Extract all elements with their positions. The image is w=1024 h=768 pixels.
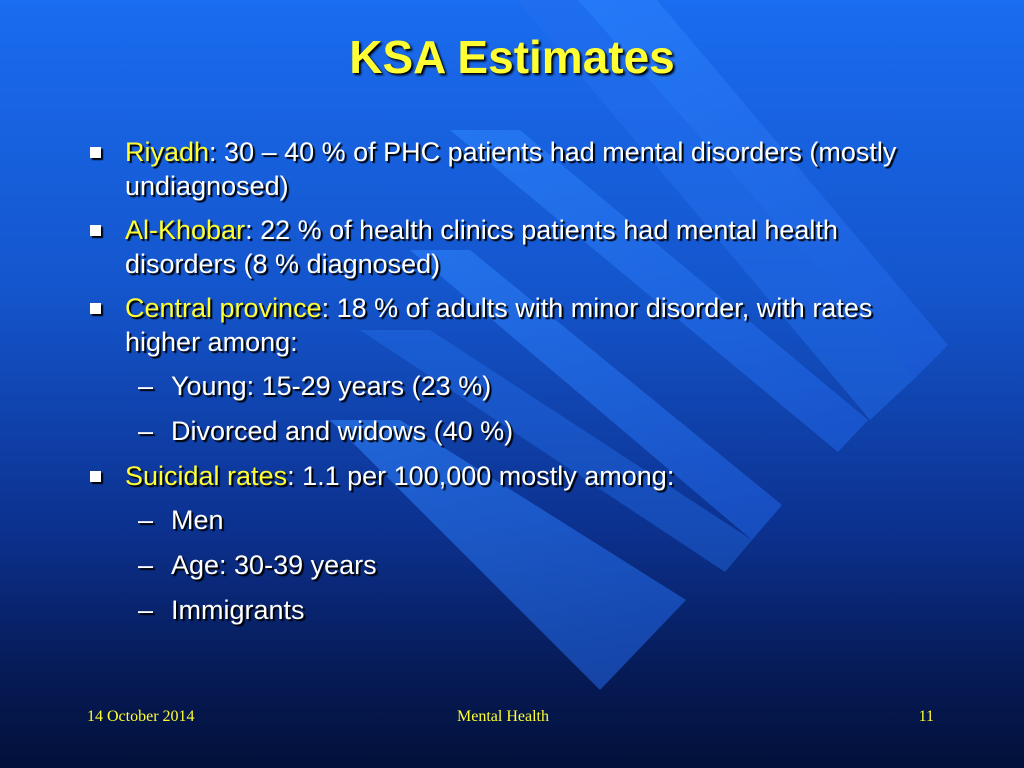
square-bullet-icon	[90, 225, 101, 236]
square-bullet-icon	[90, 303, 101, 314]
sub-bullet-text: Age: 30-39 years	[171, 550, 377, 580]
sub-bullet-divorced	[88, 414, 948, 448]
footer-date: 14 October 2014	[87, 708, 195, 725]
dash-bullet-icon: –	[138, 416, 154, 446]
slide-title: KSA Estimates	[349, 31, 675, 83]
bullet-text: : 30 – 40 % of PHC patients had mental disorders (mostly undiagnosed)	[125, 137, 897, 201]
bullet-list	[88, 135, 948, 638]
sub-bullet-text: Men	[171, 505, 224, 535]
sub-bullet-immigrants	[88, 593, 948, 627]
sub-bullet-text: Young: 15-29 years (23 %)	[171, 371, 492, 401]
bullet-al-khobar	[88, 213, 948, 281]
sub-bullet-young	[88, 369, 948, 403]
sub-bullet-men	[88, 503, 948, 537]
square-bullet-icon	[90, 147, 101, 158]
bullet-highlight: Al-Khobar	[125, 215, 246, 245]
bullet-central-province	[88, 291, 948, 359]
sub-bullet-age	[88, 548, 948, 582]
bullet-text: : 22 % of health clinics patients had mental health disorders (8 % diagnosed)	[125, 215, 838, 279]
sub-bullet-text: Immigrants	[171, 595, 305, 625]
dash-bullet-icon: –	[138, 505, 154, 535]
bullet-highlight: Riyadh	[125, 137, 210, 167]
footer-page-number: 11	[918, 708, 934, 725]
square-bullet-icon	[90, 471, 101, 482]
bullet-riyadh	[88, 135, 948, 203]
bullet-suicidal-rates	[88, 459, 948, 493]
dash-bullet-icon: –	[138, 595, 154, 625]
footer-title: Mental Health	[457, 708, 549, 725]
dash-bullet-icon: –	[138, 371, 154, 401]
sub-bullet-text: Divorced and widows (40 %)	[171, 416, 514, 446]
dash-bullet-icon: –	[138, 550, 154, 580]
bullet-highlight: Central province	[125, 293, 322, 323]
bullet-text: : 18 % of adults with minor disorder, with rates higher among:	[125, 293, 873, 357]
bullet-highlight: Suicidal rates	[125, 461, 288, 491]
bullet-text: : 1.1 per 100,000 mostly among:	[287, 461, 675, 491]
